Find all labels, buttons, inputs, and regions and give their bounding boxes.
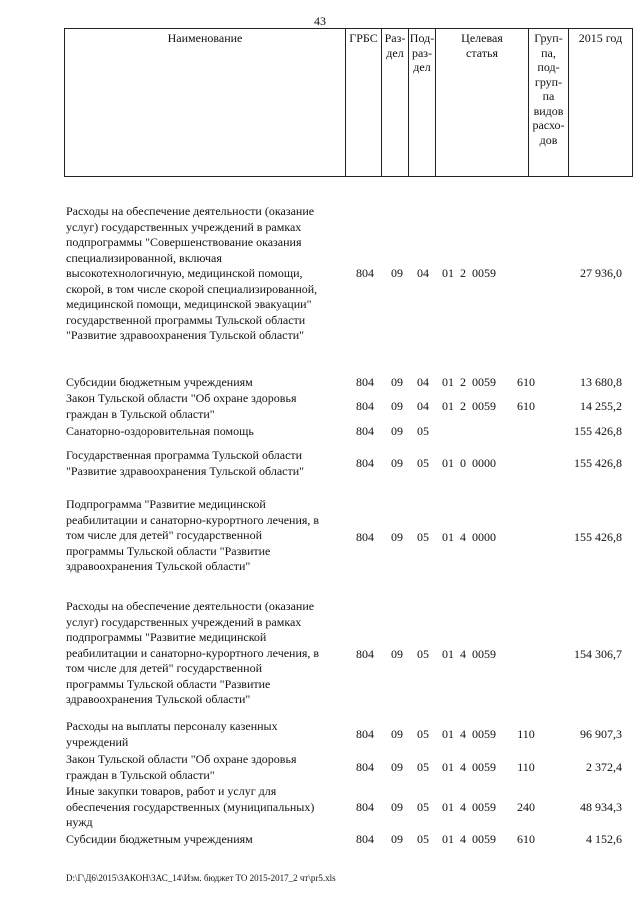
row-target-article: 01 4 0000 xyxy=(442,530,496,544)
header-expense-group: Груп- па, под- груп- па видов расхо- дов xyxy=(529,29,569,177)
row-podrazdel: 04 xyxy=(417,375,429,389)
row-grbs: 804 xyxy=(356,530,374,544)
row-target-article: 01 4 0059 xyxy=(442,800,496,814)
row-name: Закон Тульской области "Об охране здоровья граждан в Тульской области" xyxy=(66,391,297,421)
row-amount: 27 936,0 xyxy=(580,266,622,280)
row-name: Санаторно-оздоровительная помощь xyxy=(66,424,254,438)
row-target-article: 01 4 0059 xyxy=(442,832,496,846)
row-razdel: 09 xyxy=(391,727,403,741)
row-name: Иные закупки товаров, работ и услуг для обеспечения государственных (муниципальных) нужд xyxy=(66,784,315,829)
header-podrazdel: Под- раз- дел xyxy=(409,29,436,177)
row-podrazdel: 05 xyxy=(417,832,429,846)
row-amount: 154 306,7 xyxy=(574,647,622,661)
header-target-article: Целевая статья xyxy=(436,29,529,177)
row-grbs: 804 xyxy=(356,647,374,661)
row-podrazdel: 04 xyxy=(417,399,429,413)
row-amount: 48 934,3 xyxy=(580,800,622,814)
row-podrazdel: 05 xyxy=(417,647,429,661)
row-name: Субсидии бюджетным учреждениям xyxy=(66,832,253,846)
table-header xyxy=(64,28,633,177)
row-amount: 14 255,2 xyxy=(580,399,622,413)
row-expense-group: 110 xyxy=(517,727,535,741)
row-razdel: 09 xyxy=(391,800,403,814)
row-name: Закон Тульской области "Об охране здоровья граждан в Тульской области" xyxy=(66,752,297,782)
row-podrazdel: 05 xyxy=(417,800,429,814)
row-expense-group: 240 xyxy=(517,800,535,814)
row-grbs: 804 xyxy=(356,727,374,741)
row-razdel: 09 xyxy=(391,530,403,544)
page-number: 43 xyxy=(314,14,326,28)
row-podrazdel: 05 xyxy=(417,727,429,741)
row-name: Расходы на выплаты персоналу казенных учреждений xyxy=(66,719,278,749)
row-grbs: 804 xyxy=(356,832,374,846)
row-name: Государственная программа Тульской области "Развитие здравоохранения Тульской области" xyxy=(66,448,305,478)
row-amount: 155 426,8 xyxy=(574,424,622,438)
row-amount: 2 372,4 xyxy=(586,760,622,774)
header-name: Наименование xyxy=(65,29,346,177)
footer-file-path: D:\Г\Д6\2015\ЗАКОН\ЗАС_14\Изм. бюджет ТО 2015-2017_2 чт\pr5.xls xyxy=(66,873,336,883)
row-grbs: 804 xyxy=(356,760,374,774)
row-razdel: 09 xyxy=(391,760,403,774)
row-target-article: 01 2 0059 xyxy=(442,399,496,413)
row-expense-group: 110 xyxy=(517,760,535,774)
row-name: Субсидии бюджетным учреждениям xyxy=(66,375,253,389)
row-name: Расходы на обеспечение деятельности (оказание услуг) государственных учреждений в рамках подпрограммы "Совершенствование оказания специализированной, включая высокотехнологичную, медицинской помощи, скорой, в том числе скорой специализированной, медицинской помощи, медицинской эвакуации" государственной программы Тульской области "Развитие здравоохранения Тульской области" xyxy=(66,204,318,342)
row-amount: 4 152,6 xyxy=(586,832,622,846)
row-razdel: 09 xyxy=(391,375,403,389)
row-amount: 155 426,8 xyxy=(574,530,622,544)
row-grbs: 804 xyxy=(356,399,374,413)
row-grbs: 804 xyxy=(356,800,374,814)
row-amount: 155 426,8 xyxy=(574,456,622,470)
row-target-article: 01 4 0059 xyxy=(442,760,496,774)
row-grbs: 804 xyxy=(356,375,374,389)
row-target-article: 01 4 0059 xyxy=(442,727,496,741)
row-target-article: 01 2 0059 xyxy=(442,266,496,280)
header-year-2015: 2015 год xyxy=(569,29,633,177)
row-razdel: 09 xyxy=(391,832,403,846)
row-razdel: 09 xyxy=(391,424,403,438)
row-amount: 13 680,8 xyxy=(580,375,622,389)
row-razdel: 09 xyxy=(391,647,403,661)
row-podrazdel: 05 xyxy=(417,760,429,774)
row-amount: 96 907,3 xyxy=(580,727,622,741)
row-podrazdel: 05 xyxy=(417,456,429,470)
row-expense-group: 610 xyxy=(517,832,535,846)
row-expense-group: 610 xyxy=(517,375,535,389)
row-razdel: 09 xyxy=(391,399,403,413)
row-podrazdel: 05 xyxy=(417,530,429,544)
header-grbs: ГРБС xyxy=(346,29,382,177)
row-target-article: 01 4 0059 xyxy=(442,647,496,661)
row-expense-group: 610 xyxy=(517,399,535,413)
row-podrazdel: 04 xyxy=(417,266,429,280)
row-target-article: 01 2 0059 xyxy=(442,375,496,389)
row-name: Подпрограмма "Развитие медицинской реабилитации и санаторно-курортного лечения, в том числе для детей" государственной программы Тульской области "Развитие здравоохранения Тульской области" xyxy=(66,497,320,573)
row-grbs: 804 xyxy=(356,424,374,438)
row-grbs: 804 xyxy=(356,266,374,280)
row-razdel: 09 xyxy=(391,456,403,470)
row-grbs: 804 xyxy=(356,456,374,470)
row-name: Расходы на обеспечение деятельности (оказание услуг) государственных учреждений в рамках подпрограммы "Развитие медицинской реабилитации и санаторно-курортного лечения, в том числе для детей" государственной программы Тульской области "Развитие здравоохранения Тульской области" xyxy=(66,599,320,706)
row-podrazdel: 05 xyxy=(417,424,429,438)
row-razdel: 09 xyxy=(391,266,403,280)
row-target-article: 01 0 0000 xyxy=(442,456,496,470)
header-razdel: Раз- дел xyxy=(382,29,409,177)
